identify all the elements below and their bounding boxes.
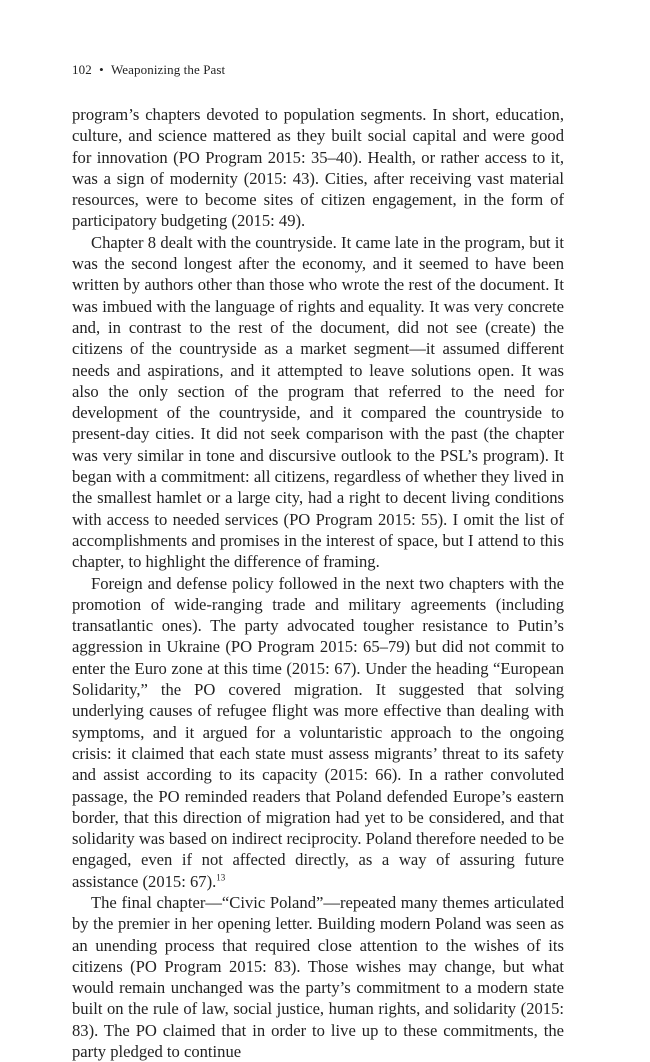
paragraph-4: The final chapter—“Civic Poland”—repeated many themes articulated by the premier in her opening letter. Building modern Poland was seen as an unending process that required close attention to the wishes of its citizens (PO Program 2015: 83). Those wishes may change, but what would remain unchanged was the party’s commitment to a modern state built on the rule of law, social justice, human rights, and solidarity (2015: 83). The PO claimed that in order to live up to these commitments, the party pledged to continue — [72, 892, 564, 1062]
page-number: 102 — [72, 62, 92, 77]
book-title: Weaponizing the Past — [110, 62, 226, 77]
separator-bullet: • — [99, 62, 104, 77]
paragraph-3 — [72, 573, 564, 892]
body-text — [72, 104, 564, 1062]
footnote-reference: 13 — [216, 872, 226, 883]
paragraph-1: program’s chapters devoted to population segments. In short, education, culture, and science mattered as they built social capital and were good for innovation (PO Program 2015: 35–40). Health, or rather access to it, was a sign of modernity (2015: 43). Cities, after receiving vast material resources, were to become sites of citizen engagement, in the form of participatory budgeting (2015: 49). — [72, 105, 564, 231]
paragraph-3-text: Foreign and defense policy followed in the next two chapters with the promotion of wide-ranging trade and military agreements (including transatlantic ones). The party advocated tougher resistance to Putin’s aggression in Ukraine (PO Program 2015: 65–79) but did not commit to enter the Euro zone at this time (2015: 67). Under the heading “European Solidarity,” the PO covered migration. It suggested that solving underlying causes of refugee flight was more effective than dealing with symptoms, and it argued for a voluntaristic approach to the ongoing crisis: it claimed that each state must assess migrants’ threat to its safety and assist according to its capacity (2015: 66). In a rather convoluted passage, the PO reminded readers that Poland defended Europe’s eastern border, that this direction of migration had yet to be considered, and that solidarity was based on indirect reciprocity. Poland therefore needed to be engaged, even if not affected directly, as a way of assuring future assistance (2015: 67). — [72, 573, 564, 891]
paragraph-2: Chapter 8 dealt with the countryside. It came late in the program, but it was the second longest after the economy, and it seemed to have been written by authors other than those who wrote the rest of the document. It was imbued with the language of rights and equality. It was very concrete and, in contrast to the rest of the document, did not see (create) the citizens of the countryside as a market segment—it assumed different needs and aspirations, and it attempted to leave solutions open. It was also the only section of the program that referred to the need for development of the countryside, and it compared the countryside to present-day cities. It did not seek comparison with the past (the chapter was very similar in tone and discursive outlook to the PSL’s program). It began with a commitment: all citizens, regardless of whether they lived in the smallest hamlet or a large city, had a right to decent living conditions with access to needed services (PO Program 2015: 55). I omit the list of accomplishments and promises in the interest of space, but I attend to this chapter, to highlight the difference of framing. — [72, 232, 564, 572]
running-head — [72, 62, 225, 78]
